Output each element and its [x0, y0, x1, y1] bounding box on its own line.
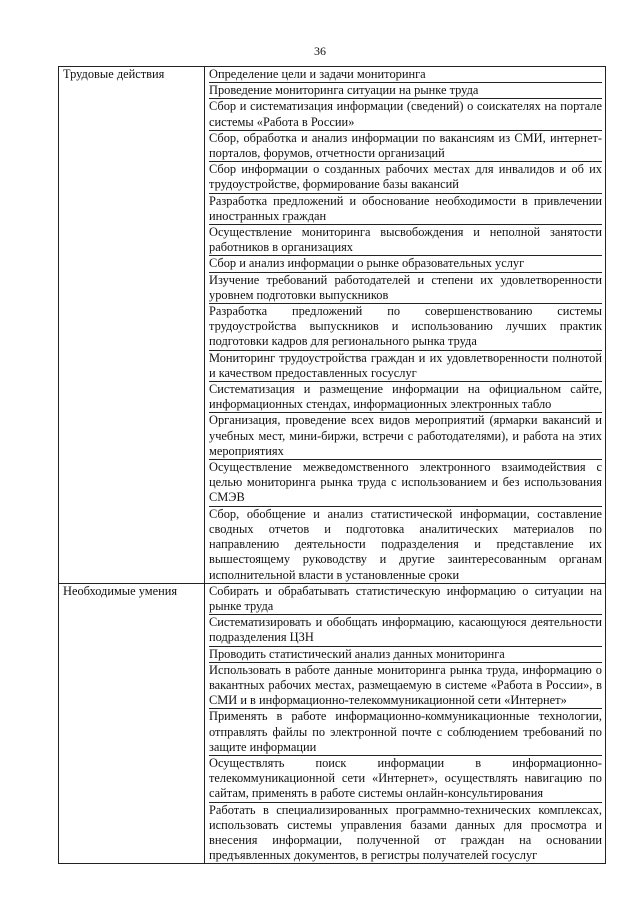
- page-number: 36: [314, 44, 326, 58]
- requirements-table: [58, 66, 606, 864]
- list-item: Проведение мониторинга ситуации на рынке труда: [209, 83, 602, 99]
- table-row-required-skills: [59, 583, 606, 864]
- list-item: Систематизировать и обобщать информацию, касающуюся деятельности подразделения ЦЗН: [209, 615, 602, 646]
- items-cell: [205, 583, 606, 864]
- list-item: Сбор и систематизация информации (сведений) о соискателях на портале системы «Работа в России»: [209, 99, 602, 130]
- row-label: Необходимые умения: [59, 583, 205, 864]
- list-item: Применять в работе информационно-коммуникационные технологии, отправлять файлы по электронной почте с соблюдением требований по защите информации: [209, 709, 602, 756]
- list-item: Сбор и анализ информации о рынке образовательных услуг: [209, 256, 602, 272]
- list-item: Разработка предложений и обоснование необходимости в привлечении иностранных граждан: [209, 194, 602, 225]
- list-item: Изучение требований работодателей и степени их удовлетворенности уровнем подготовки выпускников: [209, 273, 602, 304]
- list-item: Систематизация и размещение информации на официальном сайте, информационных стендах, информационных электронных табло: [209, 382, 602, 413]
- list-item: Мониторинг трудоустройства граждан и их удовлетворенности полнотой и качеством предоставленных госуслуг: [209, 351, 602, 382]
- list-item: Осуществление мониторинга высвобождения и неполной занятости работников в организациях: [209, 225, 602, 256]
- list-item: Осуществление межведомственного электронного взаимодействия с целью мониторинга рынка труда с использованием и без использования СМЭВ: [209, 460, 602, 507]
- list-item: Организация, проведение всех видов мероприятий (ярмарки вакансий и учебных мест, мини-биржи, встречи с работодателями), и работа на этих мероприятиях: [209, 413, 602, 460]
- list-item: Использовать в работе данные мониторинга рынка труда, информацию о вакантных рабочих местах, размещаемую в системе «Работа в России», в СМИ и в информационно-телекоммуникационной сети «Интернет»: [209, 663, 602, 710]
- list-item: Проводить статистический анализ данных мониторинга: [209, 647, 602, 663]
- list-item: Разработка предложений по совершенствованию системы трудоустройства выпускников и использованию лучших практик подготовки кадров для регионального рынка труда: [209, 304, 602, 351]
- row-label: Трудовые действия: [59, 67, 205, 584]
- items-cell: [205, 67, 606, 584]
- list-item: Осуществлять поиск информации в информационно-телекоммуникационной сети «Интернет», осуществлять навигацию по сайтам, применять в работе системы онлайн-консультирования: [209, 756, 602, 803]
- list-item: Работать в специализированных программно-технических комплексах, использовать системы управления базами данных для просмотра и внесения информации, полученной от граждан на основании предъявленных документов, в регистры получателей госуслуг: [209, 802, 602, 863]
- list-item: Сбор, обобщение и анализ статистической информации, составление сводных отчетов и подготовка аналитических материалов по направлению деятельности подразделения и представление их вышестоящему руководству и другие заинтересованным органам исполнительной власти в установленные сроки: [209, 506, 602, 582]
- list-item: Сбор информации о созданных рабочих местах для инвалидов и об их трудоустройстве, формирование базы вакансий: [209, 162, 602, 193]
- list-item: Сбор, обработка и анализ информации по вакансиям из СМИ, интернет-порталов, форумов, отчетности организаций: [209, 131, 602, 162]
- list-item: Собирать и обрабатывать статистическую информацию о ситуации на рынке труда: [209, 584, 602, 615]
- list-item: Определение цели и задачи мониторинга: [209, 67, 602, 83]
- table-row-labor-actions: [59, 67, 606, 584]
